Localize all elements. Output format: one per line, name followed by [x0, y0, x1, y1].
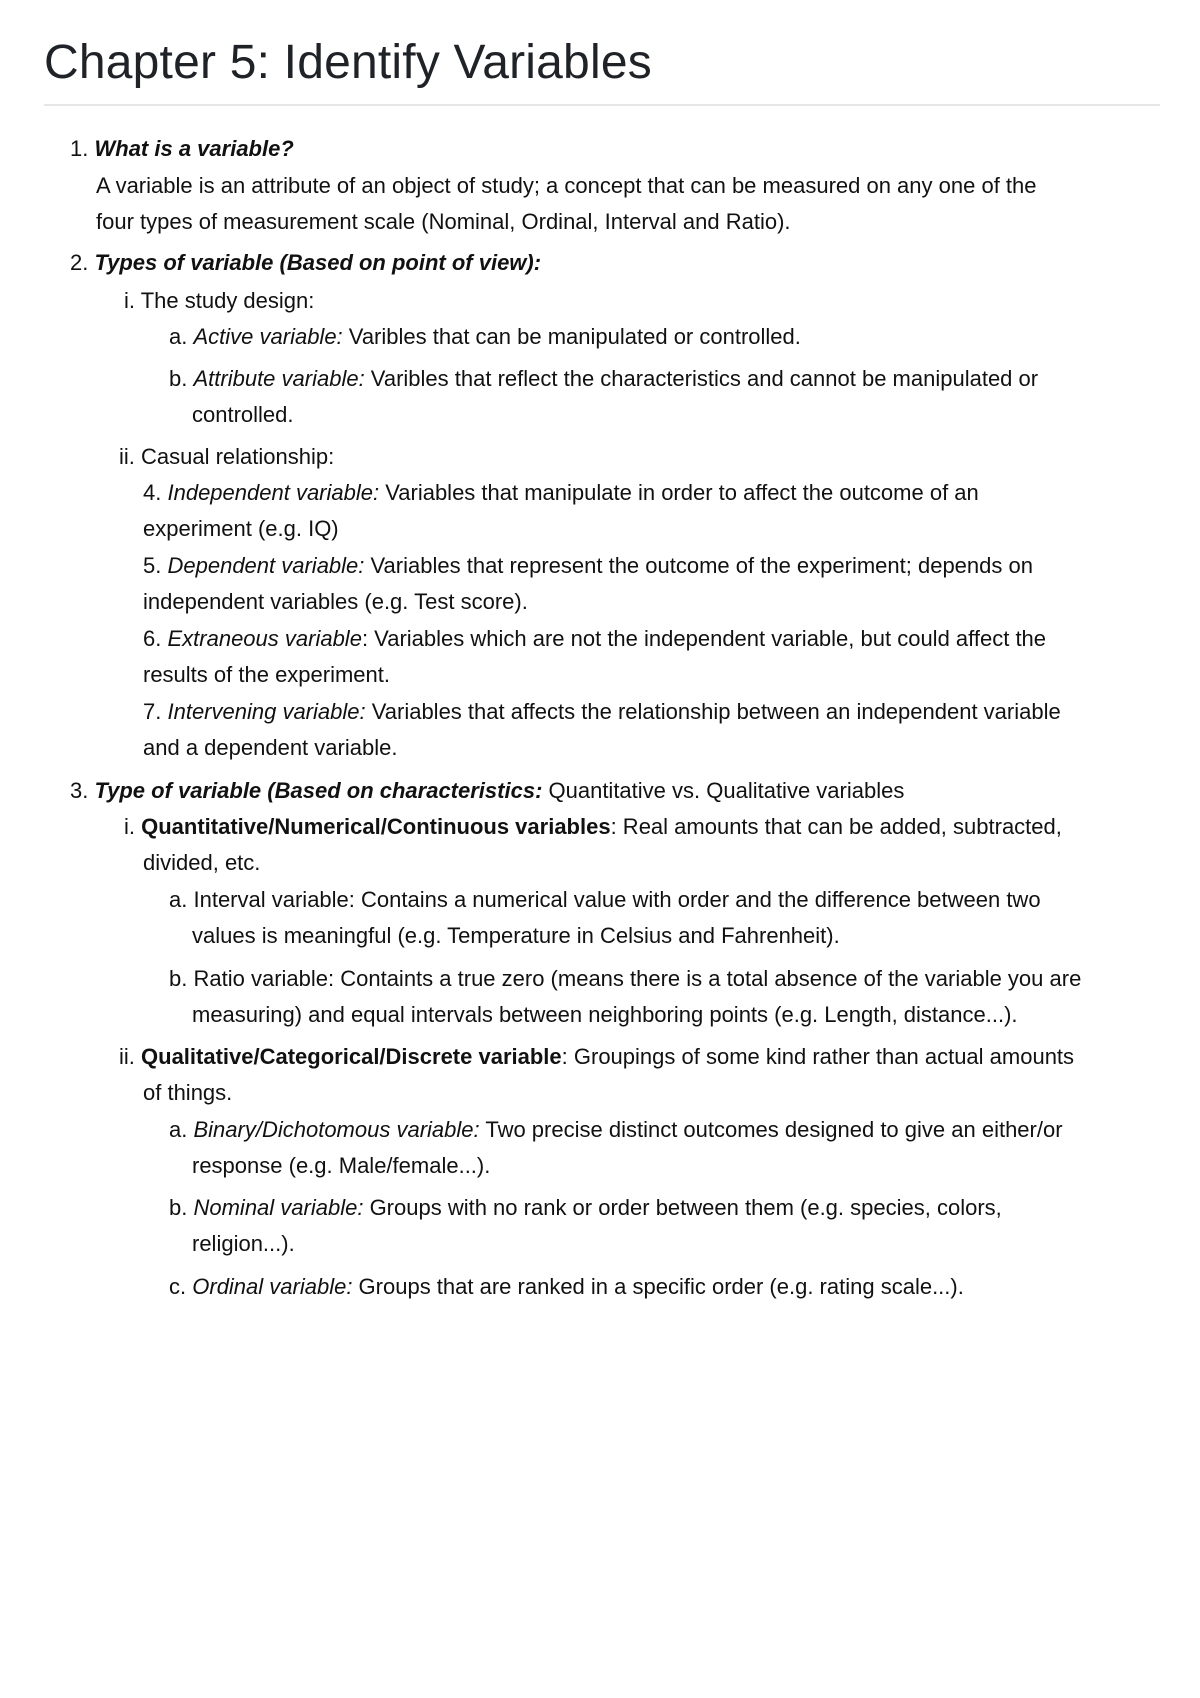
term: Nominal variable: [193, 1195, 364, 1220]
section-heading-text: What is a variable? [94, 136, 294, 161]
term: Ordinal variable: [192, 1274, 353, 1299]
section-1-body-line-2: four types of measurement scale (Nominal, Ordinal, Interval and Ratio). [96, 209, 791, 234]
list-marker: 7. [143, 699, 162, 724]
list-marker: b. [169, 1195, 188, 1220]
list-item-attribute-variable-continued: controlled. [192, 402, 294, 427]
list-marker: ii. [119, 444, 135, 469]
list-item-interval-variable-continued: values is meaningful (e.g. Temperature in Celsius and Fahrenheit). [192, 923, 840, 948]
list-item-ordinal-variable [169, 1272, 964, 1302]
definition: Variables that affects the relationship between an independent variable [365, 699, 1061, 724]
list-item-interval-variable [169, 885, 1041, 915]
list-marker: ii. [119, 1044, 135, 1069]
section-2-heading [70, 248, 541, 278]
term: Active variable: [193, 324, 343, 349]
list-marker: 1. [70, 136, 89, 161]
definition: Groups with no rank or order between them (e.g. species, colors, [363, 1195, 1002, 1220]
section-heading-text: Type of variable (Based on characteristics: [94, 778, 543, 803]
list-marker: a. [169, 324, 188, 349]
term: Extraneous variable [167, 626, 362, 651]
term: Dependent variable: [167, 553, 365, 578]
subitem-label: The study design: [140, 288, 315, 313]
page-title: Chapter 5: Identify Variables [44, 36, 652, 89]
definition: : Real amounts that can be added, subtracted, [610, 814, 1062, 839]
definition: Varibles that can be manipulated or controlled. [342, 324, 801, 349]
list-item-dependent-variable-continued: independent variables (e.g. Test score). [143, 589, 528, 614]
list-item-extraneous-variable-continued: results of the experiment. [143, 662, 391, 687]
list-item-nominal-variable-continued: religion...). [192, 1231, 295, 1256]
list-marker: b. [169, 966, 188, 991]
definition: Two precise distinct outcomes designed to give an either/or [479, 1117, 1063, 1142]
section-1-body-line-1: A variable is an attribute of an object of study; a concept that can be measured on any one of the [96, 173, 1037, 198]
list-item-ratio-variable [169, 964, 1081, 994]
section-3-subitem-ii [119, 1042, 1074, 1072]
definition: Groups that are ranked in a specific order (e.g. rating scale...). [352, 1274, 964, 1299]
term: Binary/Dichotomous variable: [193, 1117, 480, 1142]
section-heading-rest: Quantitative vs. Qualitative variables [542, 778, 905, 803]
list-marker: i. [124, 288, 135, 313]
section-2-subitem-i [124, 286, 314, 316]
definition: Varibles that reflect the characteristics and cannot be manipulated or [364, 366, 1039, 391]
term: Attribute variable: [193, 366, 365, 391]
list-marker: c. [169, 1274, 187, 1299]
list-item-binary-variable-continued: response (e.g. Male/female...). [192, 1153, 491, 1178]
list-item-extraneous-variable [143, 624, 1046, 654]
term: Qualitative/Categorical/Discrete variable [141, 1044, 562, 1069]
term: Intervening variable: [167, 699, 366, 724]
list-marker: 6. [143, 626, 162, 651]
list-item-independent-variable [143, 478, 979, 508]
list-item-dependent-variable [143, 551, 1033, 581]
section-3-subitem-i [124, 812, 1062, 842]
list-marker: b. [169, 366, 188, 391]
list-marker: i. [124, 814, 135, 839]
definition: Variables that represent the outcome of the experiment; depends on [364, 553, 1033, 578]
list-item-nominal-variable [169, 1193, 1002, 1223]
section-2-subitem-ii [119, 442, 334, 472]
section-1-heading [70, 134, 294, 164]
section-3-subitem-ii-continued: of things. [143, 1080, 233, 1105]
list-item-binary-variable [169, 1115, 1063, 1145]
section-3-heading [70, 776, 904, 806]
definition: : Groupings of some kind rather than actual amounts [561, 1044, 1075, 1069]
section-heading-text: Types of variable (Based on point of view): [94, 250, 542, 275]
definition: Interval variable: Contains a numerical value with order and the difference between two [193, 887, 1041, 912]
definition: : Variables which are not the independent variable, but could affect the [361, 626, 1047, 651]
list-marker: 4. [143, 480, 162, 505]
term: Independent variable: [167, 480, 380, 505]
list-item-independent-variable-continued: experiment (e.g. IQ) [143, 516, 339, 541]
list-item-intervening-variable [143, 697, 1061, 727]
definition: Variables that manipulate in order to affect the outcome of an [379, 480, 979, 505]
definition: Ratio variable: Containts a true zero (means there is a total absence of the variable you are [193, 966, 1082, 991]
term: Quantitative/Numerical/Continuous variables [141, 814, 611, 839]
section-3-subitem-i-continued: divided, etc. [143, 850, 261, 875]
subitem-label: Casual relationship: [141, 444, 335, 469]
list-item-ratio-variable-continued: measuring) and equal intervals between neighboring points (e.g. Length, distance...). [192, 1002, 1018, 1027]
list-marker: 2. [70, 250, 89, 275]
list-item-intervening-variable-continued: and a dependent variable. [143, 735, 398, 760]
list-marker: a. [169, 1117, 188, 1142]
list-marker: 5. [143, 553, 162, 578]
list-item-active-variable [169, 322, 801, 352]
list-marker: a. [169, 887, 188, 912]
title-divider [44, 104, 1160, 106]
list-marker: 3. [70, 778, 89, 803]
list-item-attribute-variable [169, 364, 1038, 394]
